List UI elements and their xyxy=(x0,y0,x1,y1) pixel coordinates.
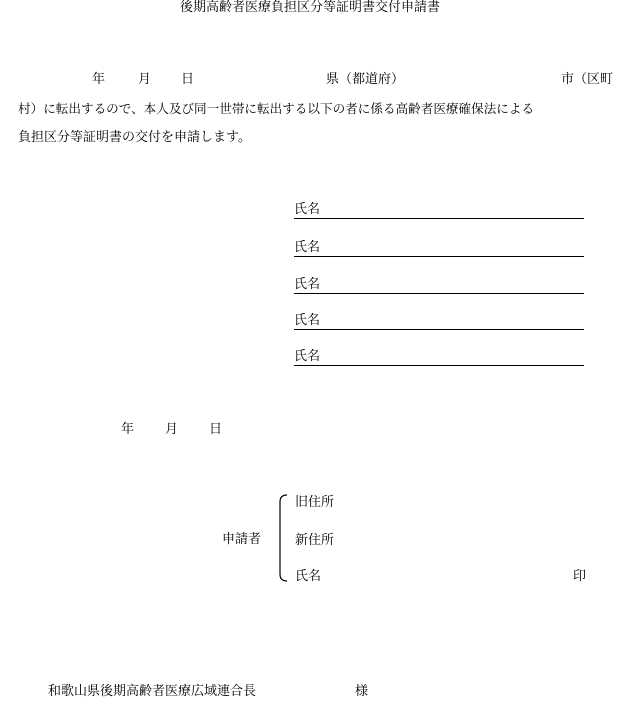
person-name-field-1[interactable] xyxy=(294,202,584,219)
person-name-label-5: 氏名 xyxy=(294,349,321,364)
person-name-label-1: 氏名 xyxy=(294,202,321,217)
intro-line-3: 負担区分等証明書の交付を申請します。 xyxy=(18,130,251,145)
seal-mark: 印 xyxy=(573,569,587,584)
intro-day-label: 日 xyxy=(181,72,195,87)
date-year-label: 年 xyxy=(121,422,135,437)
addressee-honorific: 様 xyxy=(355,684,369,699)
intro-prefecture-label: 県（都道府） xyxy=(326,72,405,87)
person-name-field-3[interactable] xyxy=(294,277,584,294)
applicant-label: 申請者 xyxy=(222,532,262,547)
intro-year-label: 年 xyxy=(92,72,106,87)
document-title: 後期高齢者医療負担区分等証明書交付申請書 xyxy=(179,0,440,15)
person-name-field-4[interactable] xyxy=(294,313,584,330)
date-day-label: 日 xyxy=(209,422,223,437)
person-name-field-5[interactable] xyxy=(294,349,584,366)
person-name-label-4: 氏名 xyxy=(294,313,321,328)
intro-month-label: 月 xyxy=(138,72,152,87)
intro-line-2: 村）に転出するので、本人及び同一世帯に転出する以下の者に係る高齢者医療確保法による xyxy=(18,101,535,116)
old-address-label: 旧住所 xyxy=(295,495,335,510)
addressee-name: 和歌山県後期高齢者医療広域連合長 xyxy=(48,684,257,699)
date-month-label: 月 xyxy=(165,422,179,437)
intro-city-label: 市（区町 xyxy=(561,72,614,87)
applicant-name-label: 氏名 xyxy=(295,569,322,584)
applicant-brace xyxy=(278,494,288,582)
person-name-label-2: 氏名 xyxy=(294,240,321,255)
person-name-field-2[interactable] xyxy=(294,240,584,257)
new-address-label: 新住所 xyxy=(295,533,335,548)
person-name-label-3: 氏名 xyxy=(294,277,321,292)
